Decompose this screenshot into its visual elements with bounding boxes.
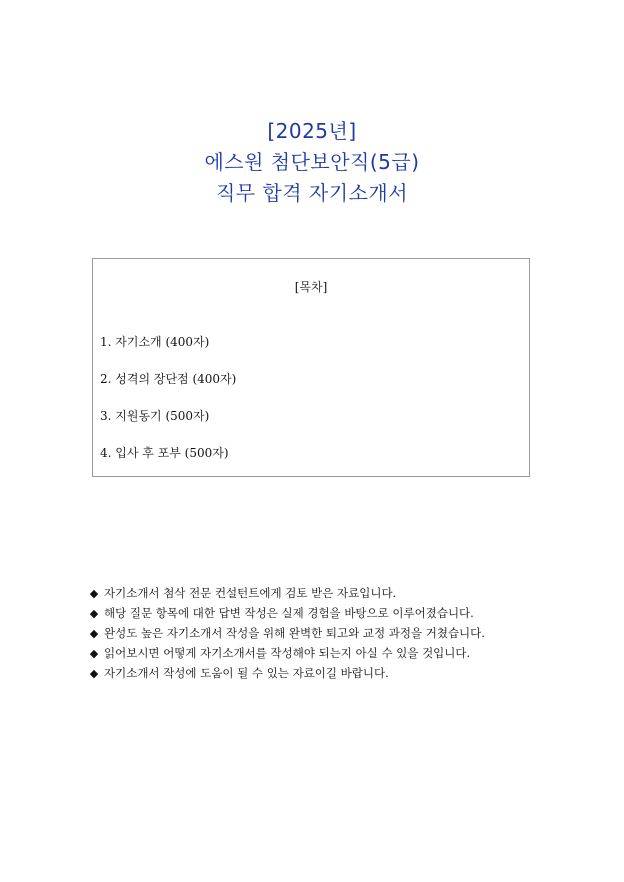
- note-text: 완성도 높은 자기소개서 작성을 위해 완벽한 퇴고와 교정 과정을 거쳤습니다.: [104, 626, 485, 640]
- toc-heading: [목차]: [294, 280, 328, 294]
- toc-list: [100, 335, 236, 483]
- note-text: 자기소개서 작성에 도움이 될 수 있는 자료이길 바랍니다.: [104, 666, 389, 680]
- table-of-contents: [92, 258, 530, 477]
- toc-item-strengths-weaknesses: 2. 성격의 장단점 (400자): [100, 372, 237, 386]
- note-text: 해당 질문 항목에 대한 답변 작성은 실제 경험을 바탕으로 이루어졌습니다.: [104, 606, 474, 620]
- note-text: 자기소개서 첨삭 전문 컨설턴트에게 검토 받은 자료입니다.: [104, 586, 397, 600]
- list-item: [88, 583, 485, 603]
- list-item: [88, 603, 485, 623]
- title-document-type: 직무 합격 자기소개서: [215, 181, 409, 205]
- diamond-bullet-icon: ◆: [89, 587, 99, 600]
- title-year: [2025년]: [267, 119, 357, 143]
- note-text: 읽어보시면 어떻게 자기소개서를 작성해야 되는지 아실 수 있을 것입니다.: [104, 646, 471, 660]
- list-item: [88, 643, 485, 663]
- toc-item-motivation: 3. 지원동기 (500자): [100, 409, 210, 423]
- diamond-bullet-icon: ◆: [89, 627, 99, 640]
- document-title: [0, 116, 624, 209]
- diamond-bullet-icon: ◆: [89, 607, 99, 620]
- title-company-position: 에스원 첨단보안직(5급): [204, 150, 420, 174]
- list-item: [88, 663, 485, 683]
- notes-list: [88, 583, 485, 683]
- diamond-bullet-icon: ◆: [89, 667, 99, 680]
- diamond-bullet-icon: ◆: [89, 647, 99, 660]
- toc-item-self-introduction: 1. 자기소개 (400자): [100, 335, 210, 349]
- toc-item-aspirations: 4. 입사 후 포부 (500자): [100, 446, 229, 460]
- list-item: [88, 623, 485, 643]
